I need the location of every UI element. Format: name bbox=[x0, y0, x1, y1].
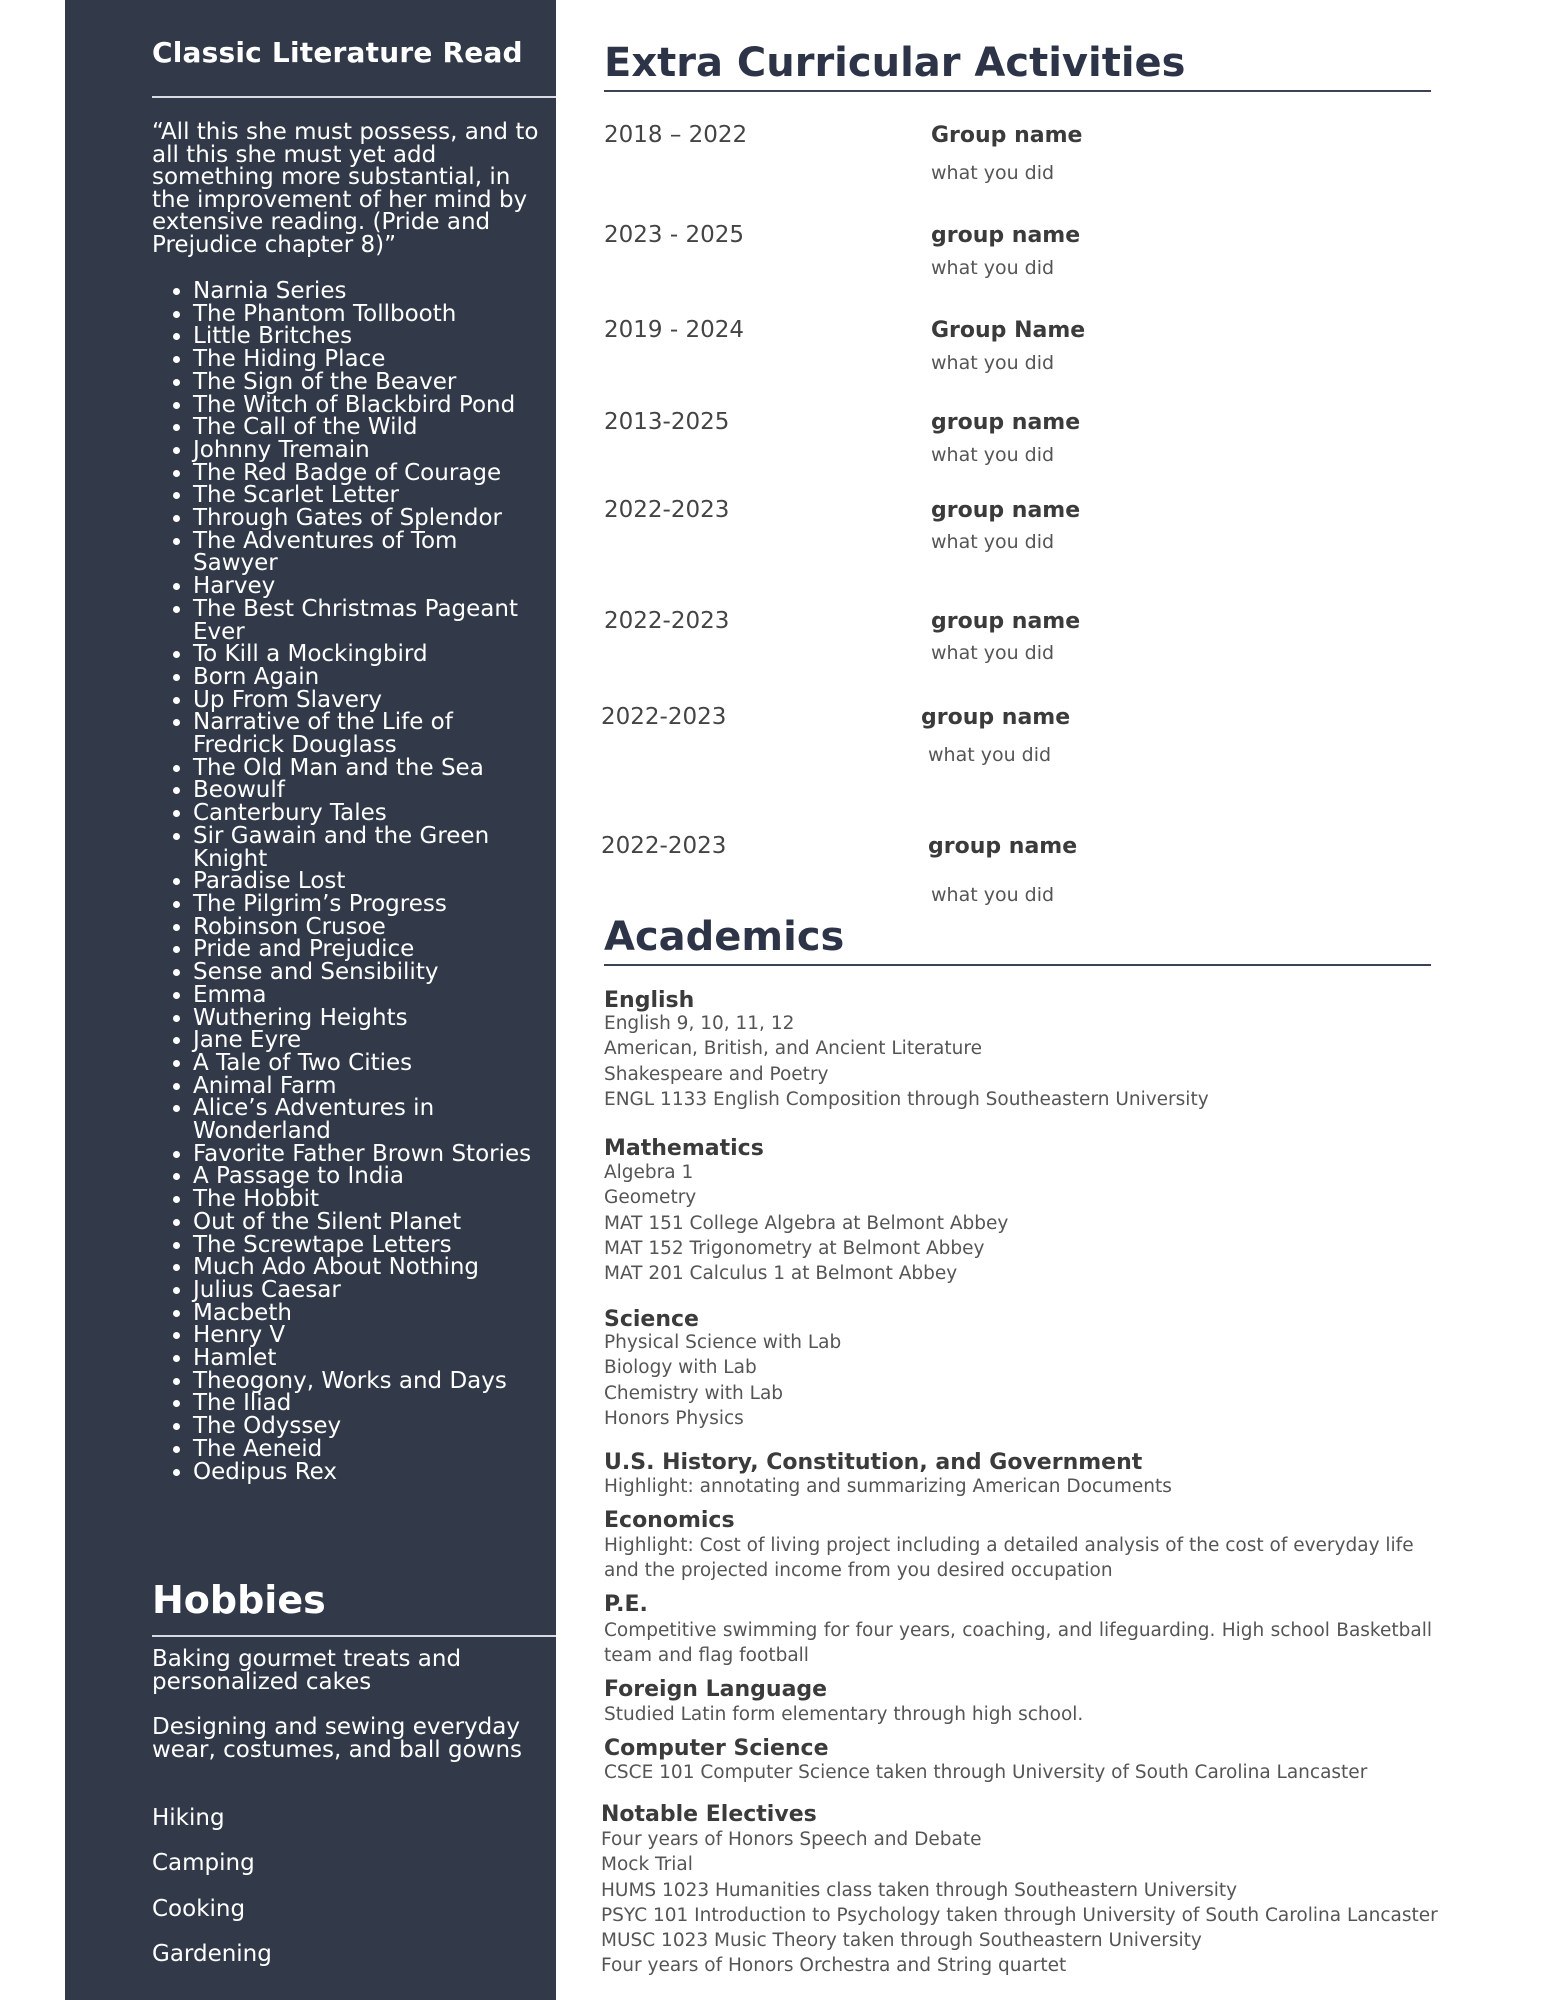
book-item: • The Old Man and the Sea bbox=[193, 757, 545, 780]
activity-dates: 2023 - 2025 bbox=[604, 222, 744, 248]
book-item: • The Phantom Tollbooth bbox=[193, 303, 545, 326]
hobby-item: Baking gourmet treats and personalized cakes bbox=[152, 1646, 462, 1695]
book-item: • Henry V bbox=[193, 1324, 545, 1347]
literature-divider bbox=[152, 96, 556, 98]
book-item: • Emma bbox=[193, 984, 545, 1007]
subject-detail-line: Shakespeare and Poetry bbox=[604, 1063, 829, 1085]
activity-group: group name bbox=[931, 223, 1081, 248]
activity-dates: 2022-2023 bbox=[604, 497, 730, 523]
book-item: • The Aeneid bbox=[193, 1438, 545, 1461]
subject-detail-line: English 9, 10, 11, 12 bbox=[604, 1013, 795, 1034]
subject-detail-line: MAT 201 Calculus 1 at Belmont Abbey bbox=[604, 1263, 958, 1285]
subject-details bbox=[604, 1011, 1432, 1112]
book-item: • The Hobbit bbox=[193, 1188, 545, 1211]
activity-dates: 2022-2023 bbox=[601, 704, 727, 730]
subject-details: Competitive swimming for four years, coaching, and lifeguarding. High school Basketball team and flag football bbox=[604, 1620, 1432, 1667]
book-item: • Sense and Sensibility bbox=[193, 961, 545, 984]
hobby-item: Designing and sewing everyday wear, costumes, and ball gowns bbox=[152, 1714, 522, 1763]
activity-group: group name bbox=[928, 834, 1078, 859]
activity-description: what you did bbox=[931, 257, 1055, 279]
hobbies-title: Hobbies bbox=[152, 1578, 326, 1622]
book-item: • Animal Farm bbox=[193, 1075, 545, 1098]
subject-detail-line: Mock Trial bbox=[601, 1854, 693, 1876]
subject-title: P.E. bbox=[604, 1592, 648, 1617]
academics-divider bbox=[604, 964, 1431, 966]
subject-detail-line: HUMS 1023 Humanities class taken through Southeastern University bbox=[601, 1879, 1238, 1901]
subject-details bbox=[604, 1160, 1432, 1286]
subject-details bbox=[601, 1827, 1481, 1979]
book-item: • The Sign of the Beaver bbox=[193, 371, 545, 394]
subject-title: U.S. History, Constitution, and Government bbox=[604, 1450, 1143, 1475]
book-item: • Sir Gawain and the Green Knight bbox=[193, 825, 545, 870]
subject-title: Science bbox=[604, 1307, 699, 1332]
activity-description: what you did bbox=[931, 162, 1055, 184]
subject-detail-line: Biology with Lab bbox=[604, 1357, 757, 1379]
subject-detail-line: MUSC 1023 Music Theory taken through Southeastern University bbox=[601, 1930, 1202, 1952]
subject-detail-line: ENGL 1133 English Composition through Southeastern University bbox=[604, 1088, 1209, 1110]
book-item: • The Call of the Wild bbox=[193, 416, 545, 439]
subject-detail-line: Geometry bbox=[604, 1187, 697, 1209]
subject-detail-line: MAT 152 Trigonometry at Belmont Abbey bbox=[604, 1237, 985, 1259]
subject-details: Highlight: annotating and summarizing American Documents bbox=[604, 1476, 1172, 1497]
book-item: • Through Gates of Splendor bbox=[193, 507, 545, 530]
book-item: • Julius Caesar bbox=[193, 1279, 545, 1302]
book-item: • Macbeth bbox=[193, 1302, 545, 1325]
activity-dates: 2013-2025 bbox=[604, 409, 730, 435]
hobby-item: Hiking bbox=[152, 1805, 225, 1831]
activity-description: what you did bbox=[931, 531, 1055, 553]
academics-title: Academics bbox=[604, 914, 845, 960]
book-item: • The Adventures of Tom Sawyer bbox=[193, 530, 545, 575]
activity-group: group name bbox=[931, 410, 1081, 435]
book-item: • Alice’s Adventures in Wonderland bbox=[193, 1097, 545, 1142]
activity-description: what you did bbox=[928, 744, 1052, 766]
book-item: • A Passage to India bbox=[193, 1165, 545, 1188]
subject-detail-line: American, British, and Ancient Literature bbox=[604, 1038, 982, 1060]
book-item: • Out of the Silent Planet bbox=[193, 1211, 545, 1234]
book-item: • Oedipus Rex bbox=[193, 1461, 545, 1484]
book-item: • The Pilgrim’s Progress bbox=[193, 893, 545, 916]
activity-group: Group name bbox=[931, 123, 1083, 148]
sidebar bbox=[65, 0, 556, 2000]
book-item: • The Hiding Place bbox=[193, 348, 545, 371]
activity-dates: 2019 - 2024 bbox=[604, 317, 744, 343]
book-item: • Much Ado About Nothing bbox=[193, 1256, 545, 1279]
book-item: • Wuthering Heights bbox=[193, 1007, 545, 1030]
activity-group: group name bbox=[931, 609, 1081, 634]
subject-detail-line: Chemistry with Lab bbox=[604, 1382, 784, 1404]
book-item: • Narrative of the Life of Fredrick Douglass bbox=[193, 711, 545, 756]
subject-detail-line: Four years of Honors Speech and Debate bbox=[601, 1829, 982, 1850]
hobby-item: Cooking bbox=[152, 1896, 246, 1922]
book-item: • Jane Eyre bbox=[193, 1029, 545, 1052]
book-item: • Hamlet bbox=[193, 1347, 545, 1370]
activity-group: group name bbox=[921, 705, 1071, 730]
subject-title: Economics bbox=[604, 1508, 735, 1533]
activity-description: what you did bbox=[931, 642, 1055, 664]
book-item: • Theogony, Works and Days bbox=[193, 1370, 545, 1393]
book-item: • The Iliad bbox=[193, 1392, 545, 1415]
subject-title: Computer Science bbox=[604, 1736, 829, 1761]
subject-details: Studied Latin form elementary through high school. bbox=[604, 1704, 1084, 1725]
subject-title: Notable Electives bbox=[601, 1802, 817, 1827]
book-item: • Narnia Series bbox=[193, 280, 545, 303]
subject-title: Foreign Language bbox=[604, 1677, 828, 1702]
activity-dates: 2018 – 2022 bbox=[604, 122, 748, 148]
subject-title: Mathematics bbox=[604, 1136, 764, 1161]
activities-divider bbox=[604, 90, 1431, 92]
book-item: • Little Britches bbox=[193, 325, 545, 348]
book-item: • Robinson Crusoe bbox=[193, 916, 545, 939]
book-item: • The Screwtape Letters bbox=[193, 1234, 545, 1257]
subject-title: English bbox=[604, 988, 695, 1013]
activity-dates: 2022-2023 bbox=[604, 608, 730, 634]
book-item: • Pride and Prejudice bbox=[193, 938, 545, 961]
book-item: • Born Again bbox=[193, 666, 545, 689]
book-item: • Paradise Lost bbox=[193, 870, 545, 893]
subject-details: Highlight: Cost of living project including a detailed analysis of the cost of everyday life and the projected income from you desired occupation bbox=[604, 1535, 1414, 1582]
book-item: • Beowulf bbox=[193, 779, 545, 802]
subject-detail-line: Algebra 1 bbox=[604, 1162, 694, 1183]
activity-group: Group Name bbox=[931, 318, 1086, 343]
subject-detail-line: MAT 151 College Algebra at Belmont Abbey bbox=[604, 1212, 1009, 1234]
book-item: • The Odyssey bbox=[193, 1415, 545, 1438]
book-list bbox=[152, 280, 545, 1483]
subject-detail-line: Physical Science with Lab bbox=[604, 1332, 842, 1353]
activity-dates: 2022-2023 bbox=[601, 833, 727, 859]
subject-detail-line: Honors Physics bbox=[604, 1407, 744, 1429]
hobby-item: Camping bbox=[152, 1850, 255, 1876]
activity-description: what you did bbox=[931, 352, 1055, 374]
book-item: • The Best Christmas Pageant Ever bbox=[193, 598, 545, 643]
book-item: • The Witch of Blackbird Pond bbox=[193, 394, 545, 417]
subject-detail-line: PSYC 101 Introduction to Psychology taken through University of South Carolina Lancaster bbox=[601, 1904, 1438, 1926]
book-item: • A Tale of Two Cities bbox=[193, 1052, 545, 1075]
book-item: • The Scarlet Letter bbox=[193, 484, 545, 507]
book-item: • Up From Slavery bbox=[193, 689, 545, 712]
hobby-item: Gardening bbox=[152, 1941, 272, 1967]
book-item: • To Kill a Mockingbird bbox=[193, 643, 545, 666]
activity-group: group name bbox=[931, 498, 1081, 523]
subject-detail-line: Four years of Honors Orchestra and String quartet bbox=[601, 1955, 1067, 1977]
book-item: • Canterbury Tales bbox=[193, 802, 545, 825]
literature-quote: “All this she must possess, and to all this she must yet add something more substantial, in the improvement of her mind by extensive reading. (Pride and Prejudice chapter 8)” bbox=[152, 119, 539, 258]
book-item: • Favorite Father Brown Stories bbox=[193, 1143, 545, 1166]
hobbies-divider bbox=[152, 1635, 556, 1637]
activity-description: what you did bbox=[931, 884, 1055, 906]
activities-title: Extra Curricular Activities bbox=[604, 40, 1186, 86]
activity-description: what you did bbox=[931, 444, 1055, 466]
literature-title: Classic Literature Read bbox=[152, 36, 523, 69]
subject-details bbox=[604, 1330, 1432, 1431]
book-item: • Johnny Tremain bbox=[193, 439, 545, 462]
book-item: • Harvey bbox=[193, 575, 545, 598]
book-item: • The Red Badge of Courage bbox=[193, 462, 545, 485]
subject-details: CSCE 101 Computer Science taken through University of South Carolina Lancaster bbox=[604, 1762, 1368, 1783]
